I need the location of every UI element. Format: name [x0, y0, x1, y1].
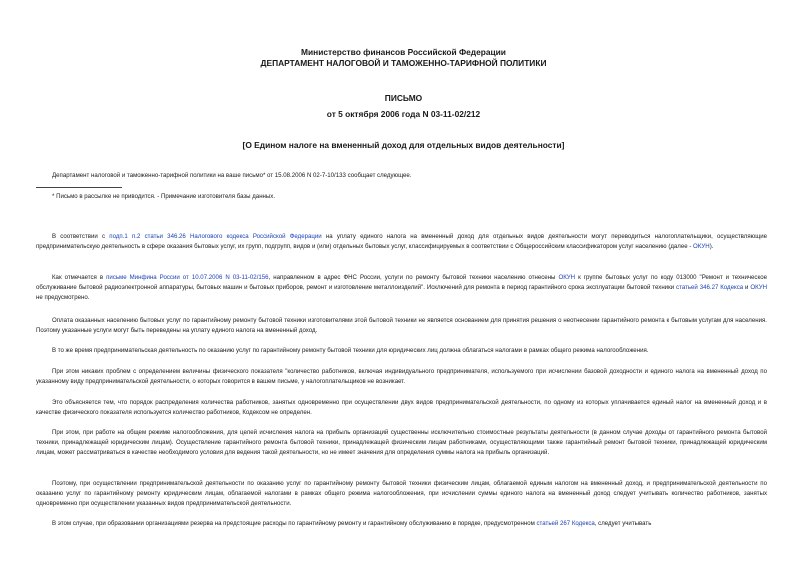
paragraph-6: Это объясняется тем, что порядок распределения количества работников, занятых одновременно при осуществлении двух видов предпринимательской деятельности, по одному из которых уплачивается единый налог на вмененный доход и в качестве физического показателя используется количество работников, Кодексом не определен.: [36, 399, 767, 416]
department-name: ДЕПАРТАМЕНТ НАЛОГОВОЙ И ТАМОЖЕННО-ТАРИФНОЙ ПОЛИТИКИ: [260, 58, 547, 68]
paragraph-2: [36, 273, 767, 303]
link-article-346-27[interactable]: статьей 346.27 Кодекса: [676, 284, 744, 291]
link-okun[interactable]: ОКУН: [693, 243, 710, 250]
paragraph-8: Поэтому, при осуществлении предпринимательской деятельности по оказанию услуг по гарантийному ремонту бытовой техники физическим лицам, облагаемой единым налогом на вмененный доход, и предпринимательской деятельности по оказанию услуг по гарантийному ремонту юридическим лицам, облагаемой налогами в рамках общего режима налогообложения, при исчислении суммы единого налога на вмененный доход следует учитывать количество работников, занятых одновременно при осуществлении указанных видов предпринимательской деятельности.: [36, 480, 767, 507]
paragraph-5: При этом никаких проблем с определением величины физического показателя "количество работников, включая индивидуального предпринимателя, используемого при исчислении базовой доходности и единого налога на вмененный доход по указанному виду предпринимательской деятельности, о которых говорится в вашем письме, у налогоплательщиков не возникает.: [36, 368, 767, 385]
paragraph-9: [36, 519, 767, 529]
text: ).: [709, 243, 714, 250]
text: , следует учитывать: [594, 520, 652, 527]
text: и: [743, 284, 751, 291]
footnote: * Письмо в рассылке не приводится. - Примечание изготовителя базы данных.: [52, 193, 276, 200]
paragraph-7: При этом, при работе на общем режиме налогообложения, для целей исчисления налога на прибыль организаций существенны исключительно стоимостные результаты деятельности (в данном случае доходы от гарантийного ремонта бытовой техники, принадлежащей юридическим лицам). Осуществление гарантийного ремонта бытовой техники, принадлежащей физическим лицам работниками, осуществляющими также гарантийный ремонт бытовой техники, принадлежащей юридическим лицам, может рассматриваться в качестве необходимого условия для ведения такой деятельности, но не имеет значения для определения суммы налога на прибыль организаций.: [36, 429, 767, 456]
text: , направленном в адрес ФНС России, услуги по ремонту бытовой техники населению отнесены: [268, 274, 559, 281]
document-subject: [О Едином налоге на вмененный доход для отдельных видов деятельности]: [242, 140, 565, 150]
text: не предусмотрено.: [36, 294, 90, 301]
footnote-divider: [36, 187, 122, 188]
ministry-name: Министерство финансов Российской Федерации: [301, 47, 506, 57]
text: В соответствии с: [52, 233, 110, 240]
link-okun[interactable]: ОКУН: [750, 284, 767, 291]
paragraph-4: В то же время предпринимательская деятельность по оказанию услуг по гарантийному ремонту бытовой техники для юридических лиц должна облагаться налогами в рамках общего режима налогообложения.: [52, 347, 649, 354]
text: на уплату единого налога на вмененный доход для отдельных видов деятельности могут переводиться налогоплательщики, осуществляющие предпринимательскую деятельность в сфере оказания бытовых услуг, их групп, подгрупп, видов и (или) отдельных бытовых услуг, классифицируемых в соответствии с Общероссийским классификатором услуг населению (далее -: [36, 233, 768, 250]
paragraph-3: Оплата оказанных населению бытовых услуг по гарантийному ремонту бытовой техники изготовителями этой бытовой техники не является основанием для принятия решения о неотнесении гарантийного ремонта к бытовым услугам для населения. Поэтому указанные услуги могут быть переведены на уплату единого налога на вмененный доход.: [36, 317, 767, 334]
document-date-number: от 5 октября 2006 года N 03-11-02/212: [326, 109, 481, 119]
link-article-267[interactable]: статьей 267 Кодекса: [536, 520, 595, 527]
intro-paragraph: Департамент налоговой и таможенно-тарифной политики на ваше письмо* от 15.08.2006 N 02-7-10/133 сообщает следующее.: [52, 172, 412, 179]
text: Как отмечается в: [52, 274, 107, 281]
link-minfin-letter[interactable]: письме Минфина России от 10.07.2006 N 03-11-02/156: [106, 274, 269, 281]
link-article-346-26[interactable]: подп.1 п.2 статьи 346.26 Налогового кодекса Российской Федерации: [109, 233, 322, 240]
link-okun[interactable]: ОКУН: [558, 274, 576, 281]
text: В этом случае, при образовании организациями резерва на предстоящие расходы по гарантийному ремонту и гарантийному обслуживанию в порядке, предусмотренном: [52, 520, 537, 527]
paragraph-1: [36, 232, 767, 252]
text: к группе бытовых услуг по коду 013000 "Ремонт и техническое обслуживание бытовой радиоэлектронной аппаратуры, бытовых машин и бытовых приборов, ремонт и изготовление металлоизделий". Исключений для ремонта в период гарантийного срока эксплуатации бытовой техники: [36, 274, 767, 291]
document-type: ПИСЬМО: [384, 93, 423, 103]
